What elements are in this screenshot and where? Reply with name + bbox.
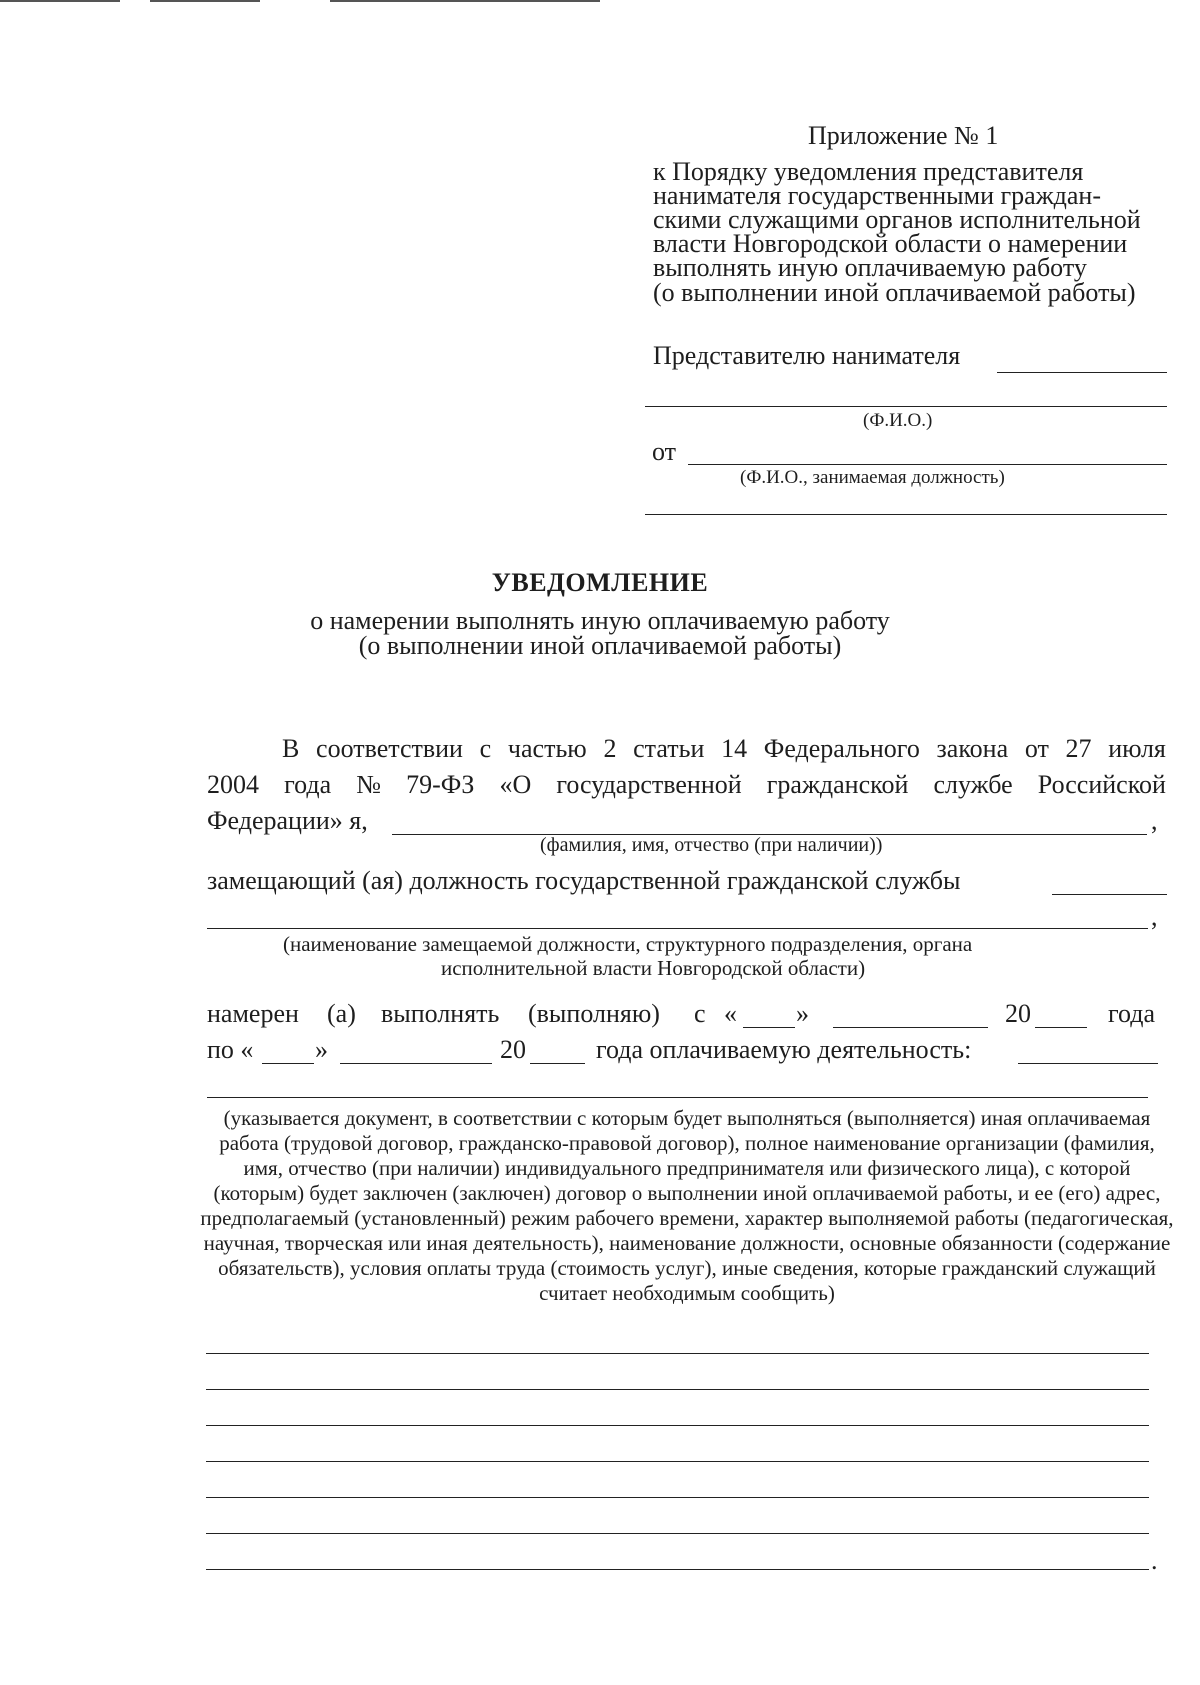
word: 2004 [207,770,259,799]
appendix-line: (о выполнении иной оплачиваемой работы) [653,278,1136,307]
body-line-5-suffix: , [1151,902,1158,931]
activity-blank[interactable] [1018,1063,1158,1064]
activity-instruction-note: (указывается документ, в соответствии с которым будет выполняться (выполняется) иная оплачиваемая работа (трудовой договор, гражданско-правовой договор), полное наименование организации (фамилия, имя, отчество (при наличии) индивидуального предпринимателя или физического лица), с которой (которым) будет заключен (заключен) договор о выполнении иной оплачиваемой работы, и ее (его) адрес, предполагаемый (установленный) режим рабочего времени, характер выполняемой работы (педагогическая, научная, творческая или иная деятельность), наименование должности, основные обязанности (содержание обязательств), условия оплаты труда (стоимость услуг), иные сведения, которые гражданский служащий считает необходимым сообщить) [200,1106,1174,1305]
scan-artifact [330,0,600,2]
notice-title: УВЕДОМЛЕНИЕ [491,568,709,597]
write-line[interactable] [206,1569,1149,1570]
addressee-from-label: от [652,437,677,466]
write-line[interactable] [206,1497,1149,1498]
write-line[interactable] [206,1461,1149,1462]
word: службе [933,770,1013,799]
start-month-blank[interactable] [833,1027,988,1028]
body-line-6-w3: выполнять [381,999,500,1028]
word: гражданской [766,770,909,799]
end-tail: года оплачиваемую деятельность: [596,1035,972,1064]
write-line[interactable] [206,1425,1149,1426]
word: 27 [1065,734,1092,763]
final-period: . [1151,1546,1158,1575]
start-close-quote: » [796,999,809,1028]
start-year-word: года [1108,999,1156,1028]
word: Российской [1037,770,1166,799]
body-line-3-prefix: Федерации» я, [207,806,368,835]
body-line-6-w2: (а) [327,999,356,1028]
end-month-blank[interactable] [340,1063,492,1064]
body-line-6-w1: намерен [207,999,299,1028]
start-day-blank[interactable] [743,1027,795,1028]
appendix-line: власти Новгородской области о намерении [653,229,1128,258]
word: частью [507,734,587,763]
addressee-to-caption: (Ф.И.О.) [863,410,933,431]
position-blank[interactable] [1052,894,1167,895]
addressee-to-label: Представителю нанимателя [653,341,961,370]
position-blank-line2[interactable] [207,928,1148,929]
appendix-title: Приложение № 1 [808,121,999,150]
word: соответствии [316,734,463,763]
start-open-quote: « [724,999,737,1028]
scan-artifact [0,0,120,2]
end-close-quote: » [315,1035,328,1064]
addressee-from-caption: (Ф.И.О., занимаемая должность) [740,467,1005,488]
body-line-3-suffix: , [1151,806,1158,835]
caption-position-2: исполнительной власти Новгородской области) [441,956,866,980]
word: № [356,770,382,799]
word: государственной [556,770,742,799]
write-line[interactable] [206,1353,1149,1354]
word: июля [1108,734,1166,763]
word: В [282,734,300,763]
addressee-name-line[interactable] [645,406,1167,407]
body-line-6-w5: с [694,999,706,1028]
word: 14 [721,734,748,763]
body-line-1 [282,734,1166,764]
caption-position-1: (наименование замещаемой должности, структурного подразделения, органа [283,932,973,956]
end-prefix: по « [207,1035,254,1064]
addressee-from-line2[interactable] [645,514,1167,515]
word: от [1024,734,1049,763]
word: с [479,734,492,763]
end-year-blank[interactable] [530,1063,585,1064]
start-year-prefix: 20 [1005,999,1031,1028]
notice-subtitle-1: о намерении выполнять иную оплачиваемую работу [310,606,890,635]
appendix-line: выполнять иную оплачиваемую работу [653,253,1087,282]
activity-blank-line2[interactable] [207,1097,1148,1098]
word: 79-ФЗ [406,770,475,799]
write-line[interactable] [206,1533,1149,1534]
notice-subtitle-2: (о выполнении иной оплачиваемой работы) [358,631,842,660]
appendix-line: нанимателя государственными граждан- [653,181,1101,210]
end-day-blank[interactable] [262,1063,314,1064]
end-year-prefix: 20 [500,1035,526,1064]
scan-artifact [150,0,260,2]
word: года [284,770,332,799]
addressee-from-blank[interactable] [688,464,1167,465]
addressee-to-blank[interactable] [997,372,1167,373]
body-line-6-w4: (выполняю) [528,999,660,1028]
caption-fullname: (фамилия, имя, отчество (при наличии)) [540,834,883,856]
write-line[interactable] [206,1389,1149,1390]
start-year-blank[interactable] [1035,1027,1087,1028]
appendix-line: к Порядку уведомления представителя [653,157,1084,186]
word: «О [499,770,532,799]
word: Федерального [763,734,920,763]
word: 2 [603,734,617,763]
body-line-4: замещающий (ая) должность государственной гражданской службы [207,866,961,895]
body-line-2 [207,770,1166,800]
appendix-line: скими служащими органов исполнительной [653,205,1141,234]
word: закона [936,734,1009,763]
word: статьи [633,734,705,763]
